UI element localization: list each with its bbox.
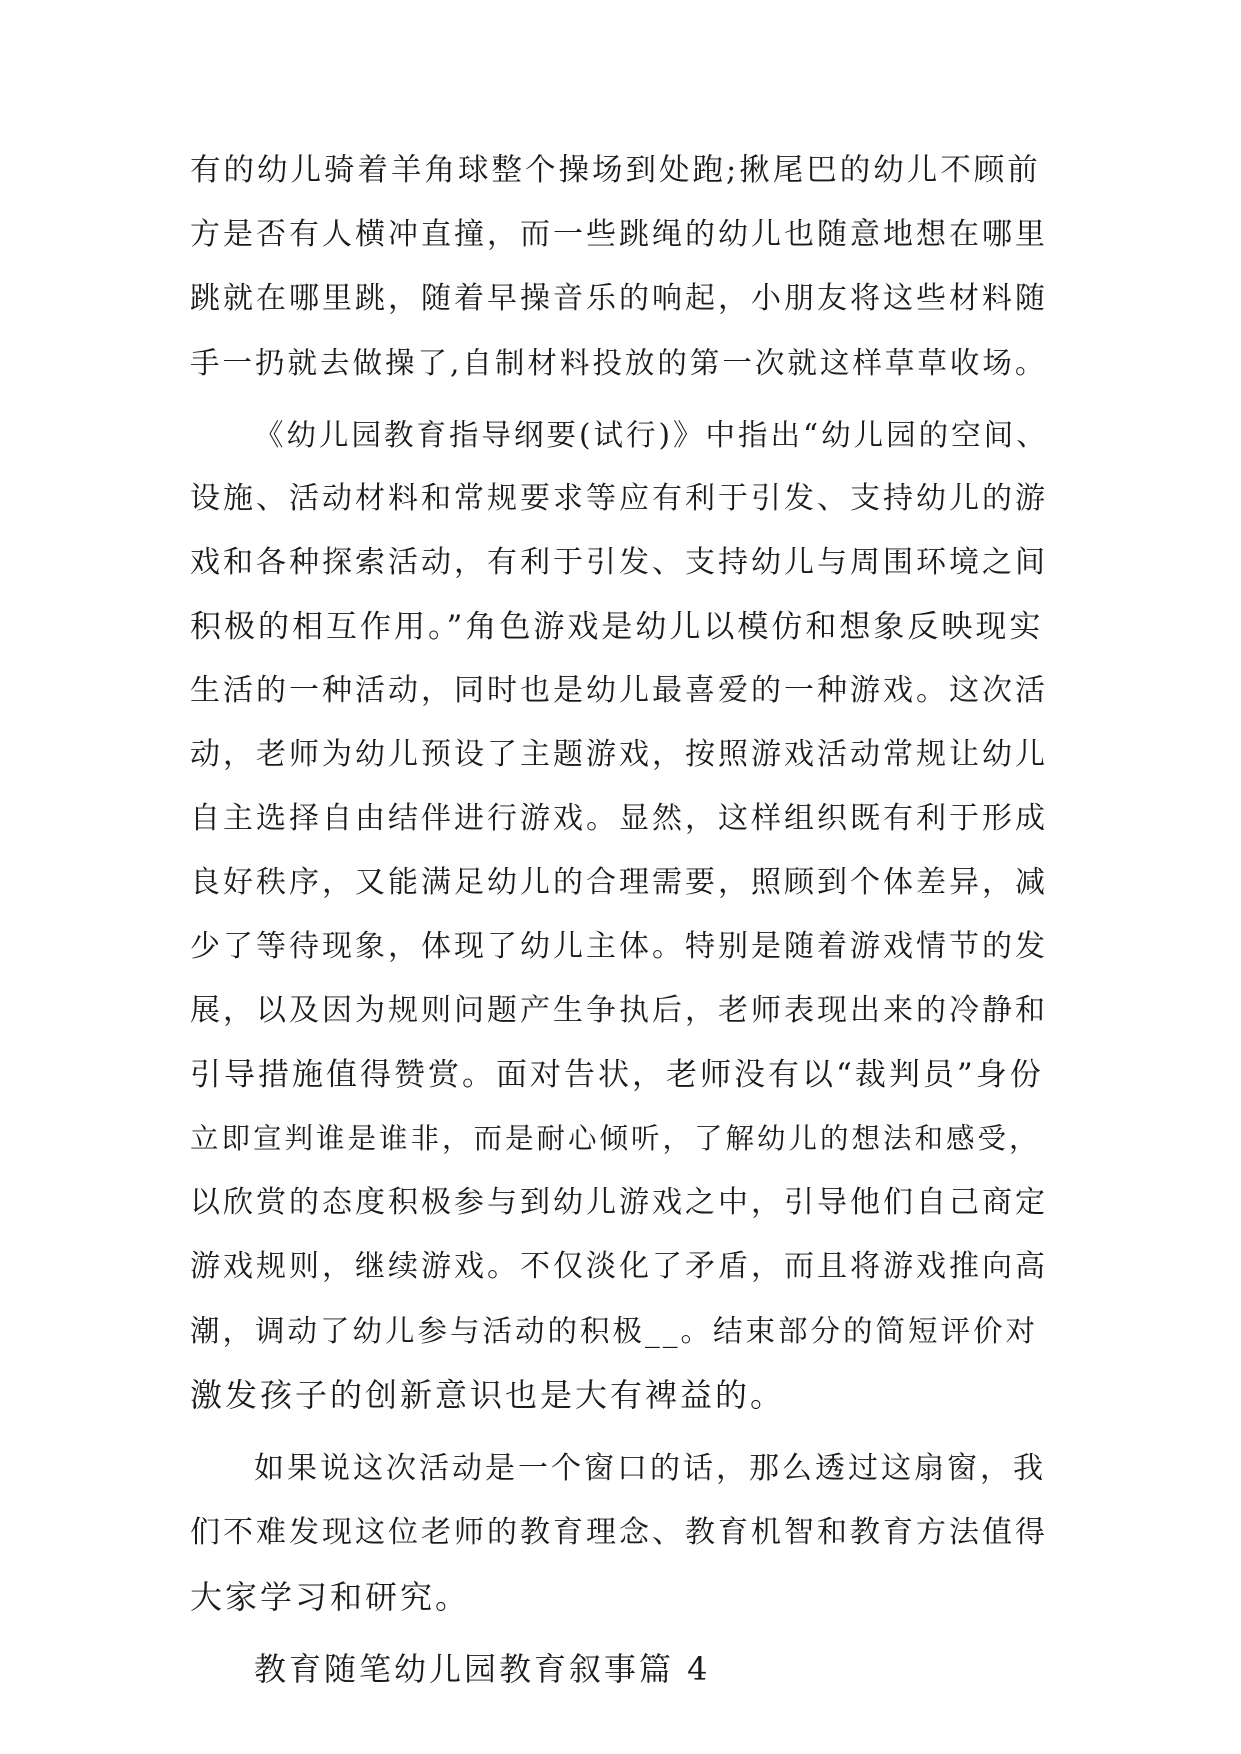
text-line: 积极的相互作用。”角色游戏是幼儿以模仿和想象反映现实 (190, 609, 1044, 645)
text-line: 游戏规则，继续游戏。不仅淡化了矛盾，而且将游戏推向高 (190, 1249, 1048, 1284)
text-line: 设施、活动材料和常规要求等应有利于引发、支持幼儿的游 (190, 481, 1048, 516)
text-line: 手一扔就去做操了,自制材料投放的第一次就这样草草收场。 (190, 346, 1048, 380)
text-line: 少了等待现象，体现了幼儿主体。特别是随着游戏情节的发 (190, 929, 1048, 964)
text-line: 们不难发现这位老师的教育理念、教育机智和教育方法值得 (190, 1515, 1048, 1550)
text-line: 《幼儿园教育指导纲要(试行)》中指出“幼儿园的空间、 (254, 418, 1049, 452)
text-line: 以欣赏的态度积极参与到幼儿游戏之中，引导他们自己商定 (190, 1185, 1048, 1220)
text-line: 展，以及因为规则问题产生争执后，老师表现出来的冷静和 (190, 993, 1048, 1028)
text-line: 大家学习和研究。 (190, 1578, 471, 1616)
text-line: 生活的一种活动，同时也是幼儿最喜爱的一种游戏。这次活 (190, 673, 1048, 708)
text-line: 戏和各种探索活动，有利于引发、支持幼儿与周围环境之间 (190, 545, 1048, 580)
text-line: 潮，调动了幼儿参与活动的积极__。结束部分的简短评价对 (190, 1314, 1039, 1348)
text-line: 动，老师为幼儿预设了主题游戏，按照游戏活动常规让幼儿 (190, 737, 1048, 772)
text-line: 教育随笔幼儿园教育叙事篇 4 (254, 1650, 711, 1688)
text-line: 激发孩子的创新意识也是大有裨益的。 (190, 1376, 786, 1414)
text-line: 良好秩序，又能满足幼儿的合理需要，照顾到个体差异，减 (190, 865, 1048, 900)
text-line: 跳就在哪里跳，随着早操音乐的响起，小朋友将这些材料随 (190, 281, 1048, 316)
text-line: 立即宣判谁是谁非，而是耐心倾听，了解幼儿的想法和感受， (190, 1122, 1041, 1155)
text-line: 有的幼儿骑着羊角球整个操场到处跑;揪尾巴的幼儿不顾前 (190, 153, 1041, 188)
text-line: 引导措施值得赞赏。面对告状，老师没有以“裁判员”身份 (190, 1057, 1044, 1093)
text-line: 自主选择自由结伴进行游戏。显然，这样组织既有利于形成 (190, 801, 1048, 836)
text-line: 如果说这次活动是一个窗口的话，那么透过这扇窗，我 (254, 1451, 1046, 1486)
text-line: 方是否有人横冲直撞，而一些跳绳的幼儿也随意地想在哪里 (190, 217, 1048, 252)
